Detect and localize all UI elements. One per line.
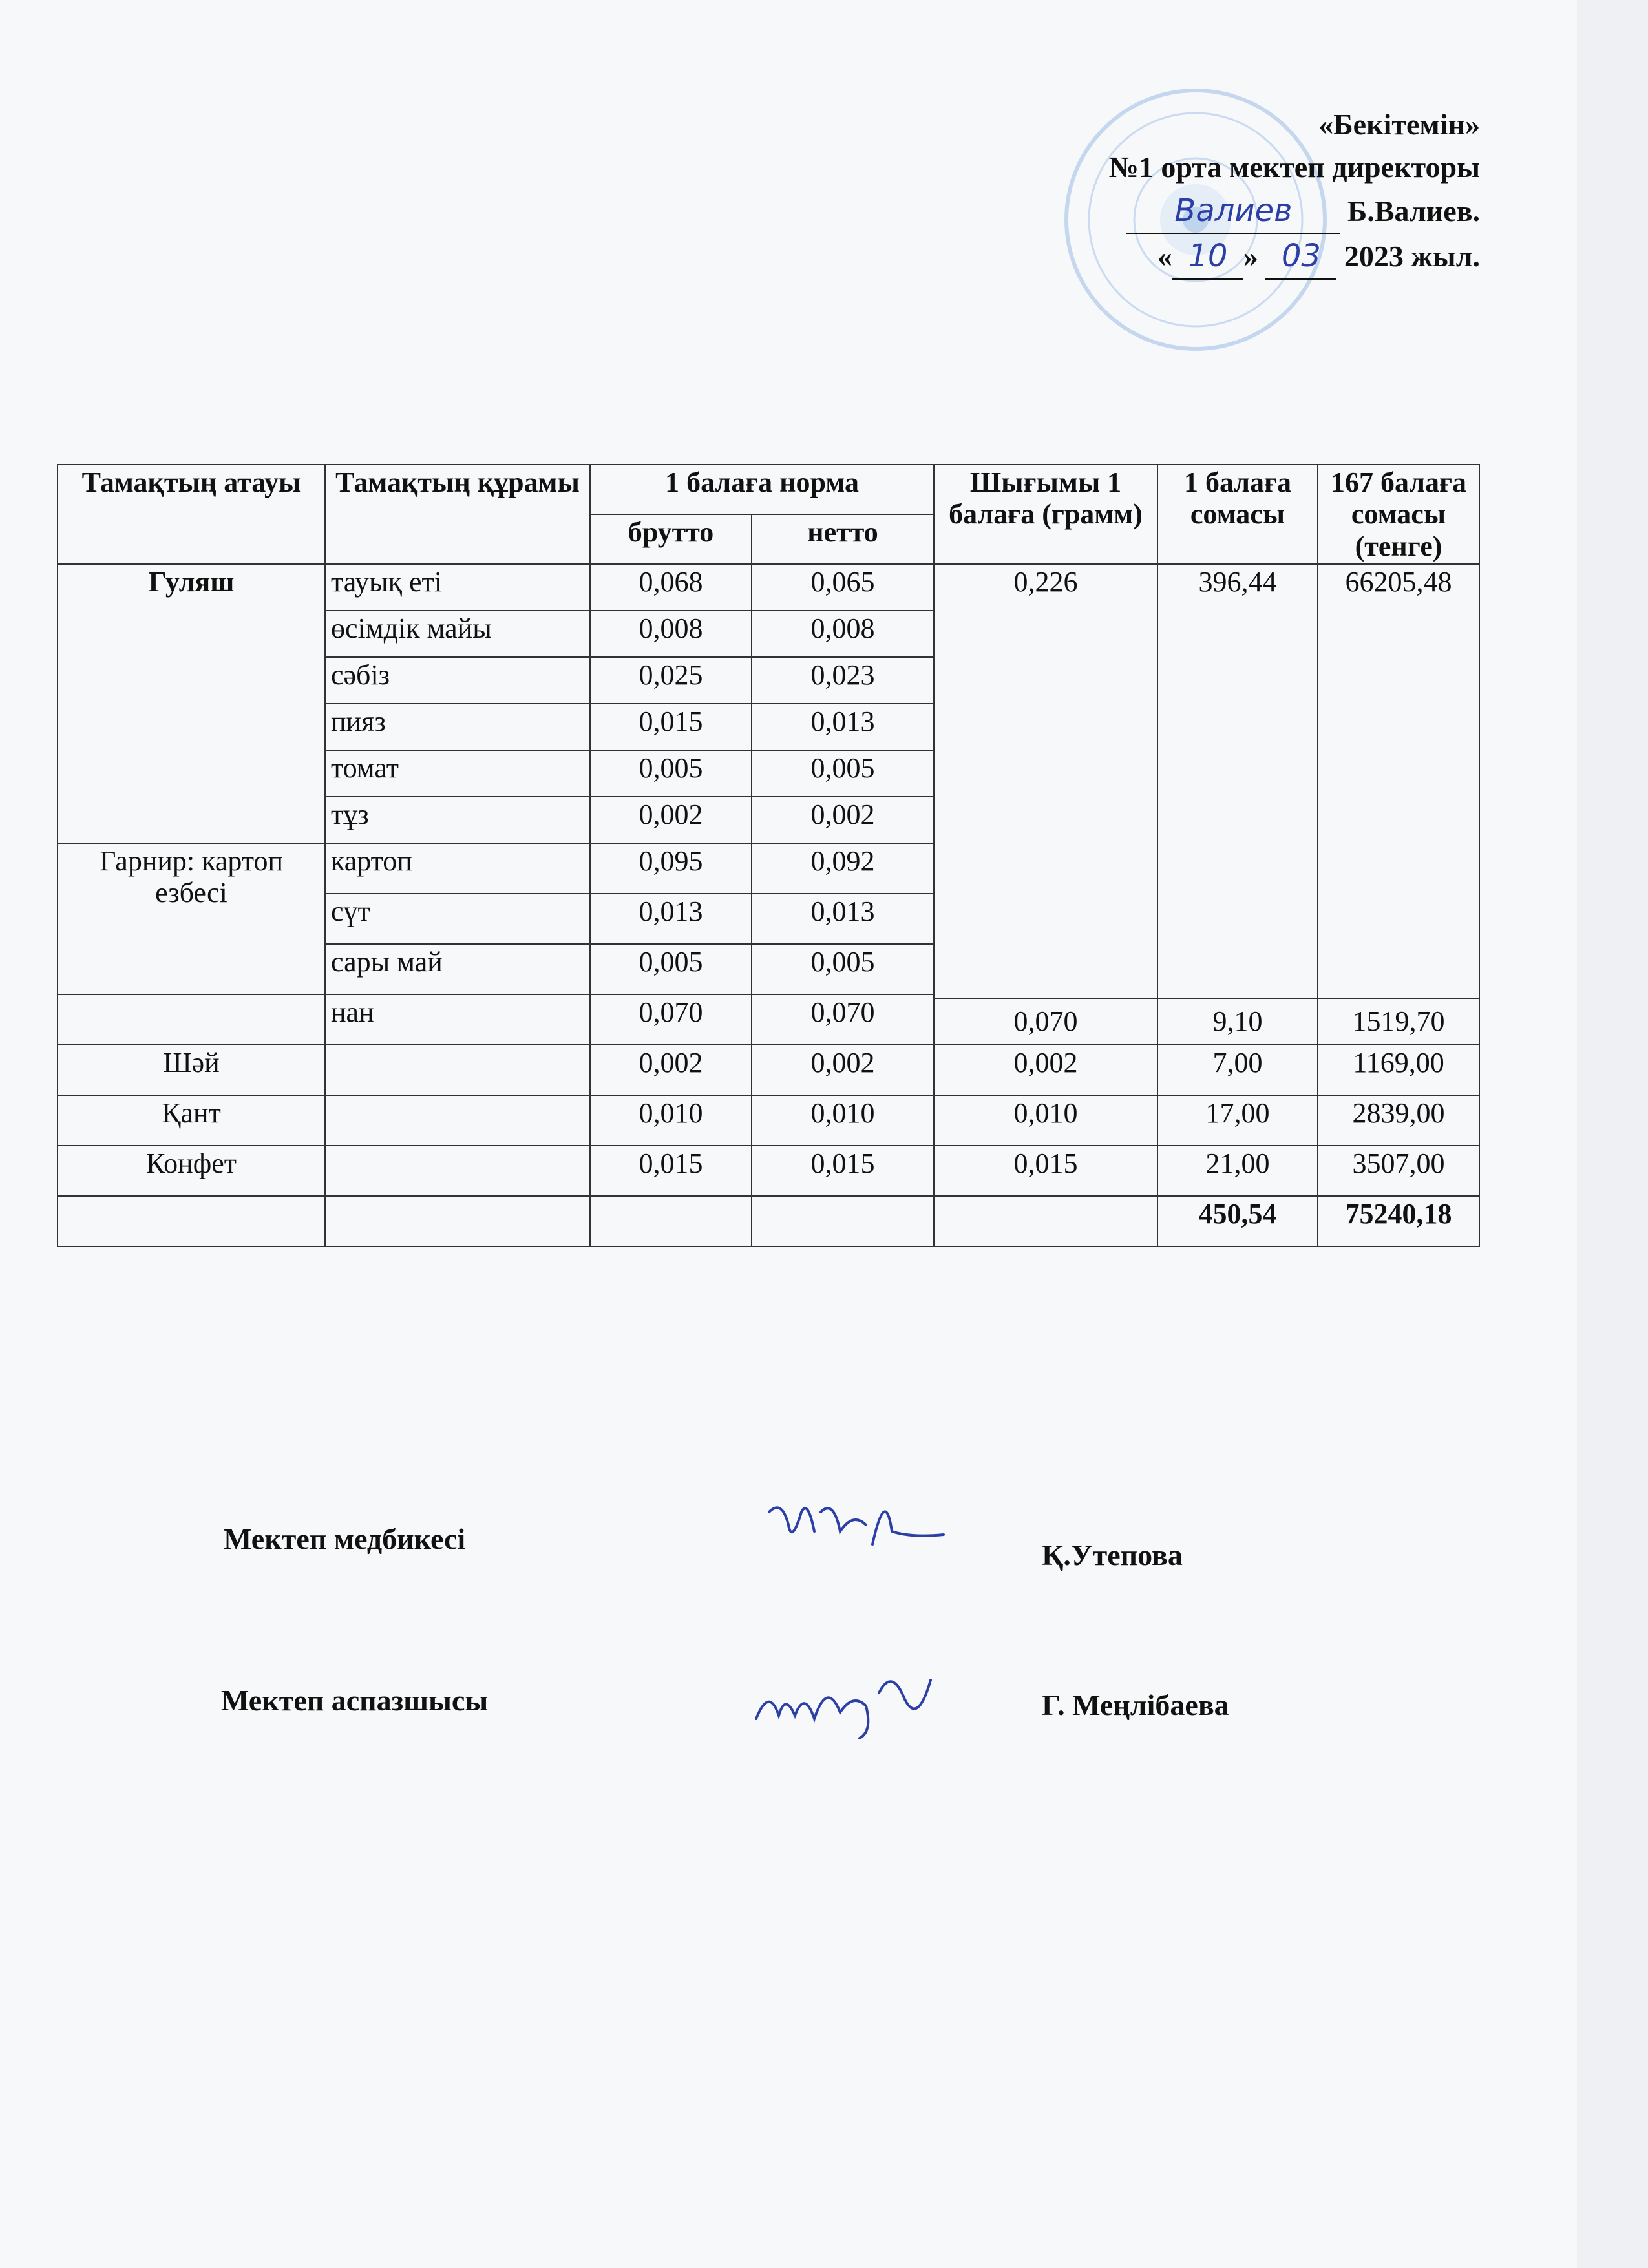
table-row: сүт 0,013 0,013 bbox=[58, 894, 1479, 944]
bread-cost-total: 1519,70 bbox=[1318, 998, 1479, 1044]
dish-name: Шәй bbox=[58, 1045, 325, 1095]
ingredient-name: пияз bbox=[325, 704, 590, 750]
nurse-signature bbox=[756, 1473, 950, 1577]
header-brutto: брутто bbox=[590, 514, 752, 564]
ingredient-name: өсімдік майы bbox=[325, 611, 590, 657]
table-row: Гарнир: картоп езбесі картоп 0,095 0,092 bbox=[58, 843, 1479, 894]
ingredient-name: картоп bbox=[325, 843, 590, 894]
header-yield: Шығымы 1 балаға (грамм) bbox=[934, 465, 1157, 564]
total-cost-total: 75240,18 bbox=[1318, 1196, 1479, 1246]
ingredient-name: тауық еті bbox=[325, 564, 590, 611]
header-cost-total: 167 балаға сомасы (тенге) bbox=[1318, 465, 1479, 564]
dish-cost-total: 66205,48 1519,70 bbox=[1318, 564, 1479, 1045]
header-composition: Тамақтың құрамы bbox=[325, 465, 590, 564]
total-cost-one: 450,54 bbox=[1157, 1196, 1318, 1246]
header-norm: 1 балаға норма bbox=[590, 465, 934, 514]
table-row: Шәй 0,002 0,002 0,002 7,00 1169,00 bbox=[58, 1045, 1479, 1095]
table-header-row bbox=[58, 465, 1479, 514]
table-row: сары май 0,005 0,005 bbox=[58, 944, 1479, 994]
table-row: томат 0,005 0,005 bbox=[58, 750, 1479, 797]
ingredient-name: тұз bbox=[325, 797, 590, 843]
ingredient-name: нан bbox=[325, 994, 590, 1045]
table-row: өсімдік майы 0,008 0,008 bbox=[58, 611, 1479, 657]
date-year: 2023 жыл. bbox=[1344, 240, 1480, 273]
approval-block bbox=[704, 103, 1480, 280]
nurse-name: Қ.Утепова bbox=[1042, 1538, 1183, 1571]
approval-title: «Бекітемін» bbox=[1318, 108, 1480, 141]
header-cost-one: 1 балаға сомасы bbox=[1157, 465, 1318, 564]
dish-yield: 0,226 0,070 bbox=[934, 564, 1157, 1045]
garnish-name: Гарнир: картоп езбесі bbox=[58, 843, 325, 994]
cook-name: Г. Меңлібаева bbox=[1042, 1688, 1229, 1721]
table-row: Қант 0,010 0,010 0,010 17,00 2839,00 bbox=[58, 1095, 1479, 1146]
cook-signature bbox=[743, 1654, 937, 1745]
page-edge bbox=[1577, 0, 1648, 2268]
date-day: 10 bbox=[1172, 234, 1243, 280]
dish-name: Қант bbox=[58, 1095, 325, 1146]
director-signature-line bbox=[704, 189, 1480, 235]
director-signature: Валиев bbox=[1126, 189, 1340, 235]
director-position: №1 орта мектеп директоры bbox=[1108, 150, 1480, 184]
table-row: Конфет 0,015 0,015 0,015 21,00 3507,00 bbox=[58, 1146, 1479, 1196]
ingredient-name: томат bbox=[325, 750, 590, 797]
header-netto: нетто bbox=[752, 514, 934, 564]
table-row: сәбіз 0,025 0,023 bbox=[58, 657, 1479, 704]
header-dish: Тамақтың атауы bbox=[58, 465, 325, 564]
table-row: Гуляш тауық еті 0,068 0,065 0,226 0,070 396,44 9,10 66205,48 1519,70 bbox=[58, 564, 1479, 611]
ingredient-name: сәбіз bbox=[325, 657, 590, 704]
director-name: Б.Валиев. bbox=[1347, 194, 1480, 227]
ingredient-name: сары май bbox=[325, 944, 590, 994]
dish-name: Конфет bbox=[58, 1146, 325, 1196]
menu-table bbox=[57, 464, 1480, 1247]
table-row: нан 0,070 0,070 bbox=[58, 994, 1479, 1045]
cook-role: Мектеп аспазшысы bbox=[221, 1684, 489, 1717]
ingredient-name: сүт bbox=[325, 894, 590, 944]
date-month: 03 bbox=[1265, 234, 1336, 280]
dish-cost-one: 396,44 9,10 bbox=[1157, 564, 1318, 1045]
table-row: пияз 0,015 0,013 bbox=[58, 704, 1479, 750]
approval-date: « 10 » 03 2023 жыл. bbox=[704, 234, 1480, 280]
table-row: тұз 0,002 0,002 bbox=[58, 797, 1479, 843]
nurse-role: Мектеп медбикесі bbox=[224, 1522, 466, 1555]
table-total-row bbox=[58, 1196, 1479, 1246]
dish-name: Гуляш bbox=[58, 564, 325, 843]
bread-yield: 0,070 bbox=[935, 998, 1157, 1044]
bread-cost-one: 9,10 bbox=[1158, 998, 1317, 1044]
